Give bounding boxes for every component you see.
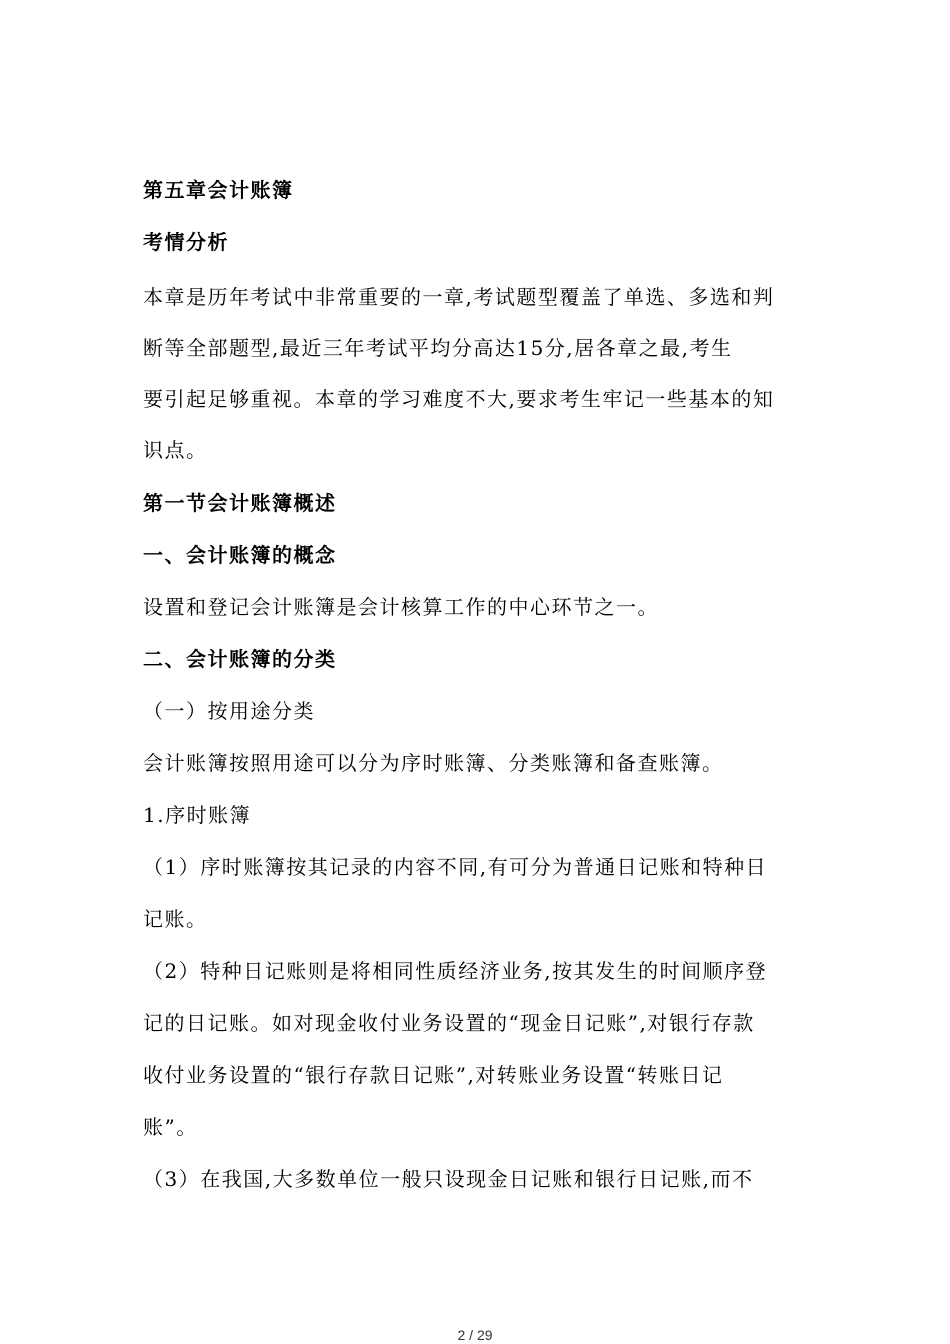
paragraph-line: 断等全部题型,最近三年考试平均分高达15分,居各章之最,考生 <box>143 336 733 360</box>
paragraph-line: 本章是历年考试中非常重要的一章,考试题型覆盖了单选、多选和判 <box>143 285 775 309</box>
section-heading-analysis: 考情分析 <box>143 230 229 254</box>
paragraph-line: （3）在我国,大多数单位一般只设现金日记账和银行日记账,而不 <box>143 1167 754 1191</box>
subsection-heading: 二、会计账簿的分类 <box>143 647 337 671</box>
paragraph-line: 会计账簿按照用途可以分为序时账簿、分类账簿和备查账簿。 <box>143 751 724 775</box>
paragraph-line: 记账。 <box>143 907 208 931</box>
list-heading: （一）按用途分类 <box>143 699 315 723</box>
paragraph-line: （2）特种日记账则是将相同性质经济业务,按其发生的时间顺序登 <box>143 959 768 983</box>
paragraph-line: 识点。 <box>143 438 208 462</box>
paragraph-line: （1）序时账簿按其记录的内容不同,有可分为普通日记账和特种日 <box>143 855 768 879</box>
list-heading: 1.序时账簿 <box>143 803 252 827</box>
paragraph-line: 记的日记账。如对现金收付业务设置的“现金日记账”,对银行存款 <box>143 1011 755 1035</box>
page-number: 2 / 29 <box>457 1327 493 1343</box>
section-heading: 第一节会计账簿概述 <box>143 491 337 515</box>
paragraph-line: 设置和登记会计账簿是会计核算工作的中心环节之一。 <box>143 595 659 619</box>
subsection-heading: 一、会计账簿的概念 <box>143 543 337 567</box>
paragraph-line: 账”。 <box>143 1115 198 1139</box>
paragraph-line: 要引起足够重视。本章的学习难度不大,要求考生牢记一些基本的知 <box>143 387 775 411</box>
paragraph-line: 收付业务设置的“银行存款日记账”,对转账业务设置“转账日记 <box>143 1063 724 1087</box>
chapter-title: 第五章会计账簿 <box>143 178 294 202</box>
